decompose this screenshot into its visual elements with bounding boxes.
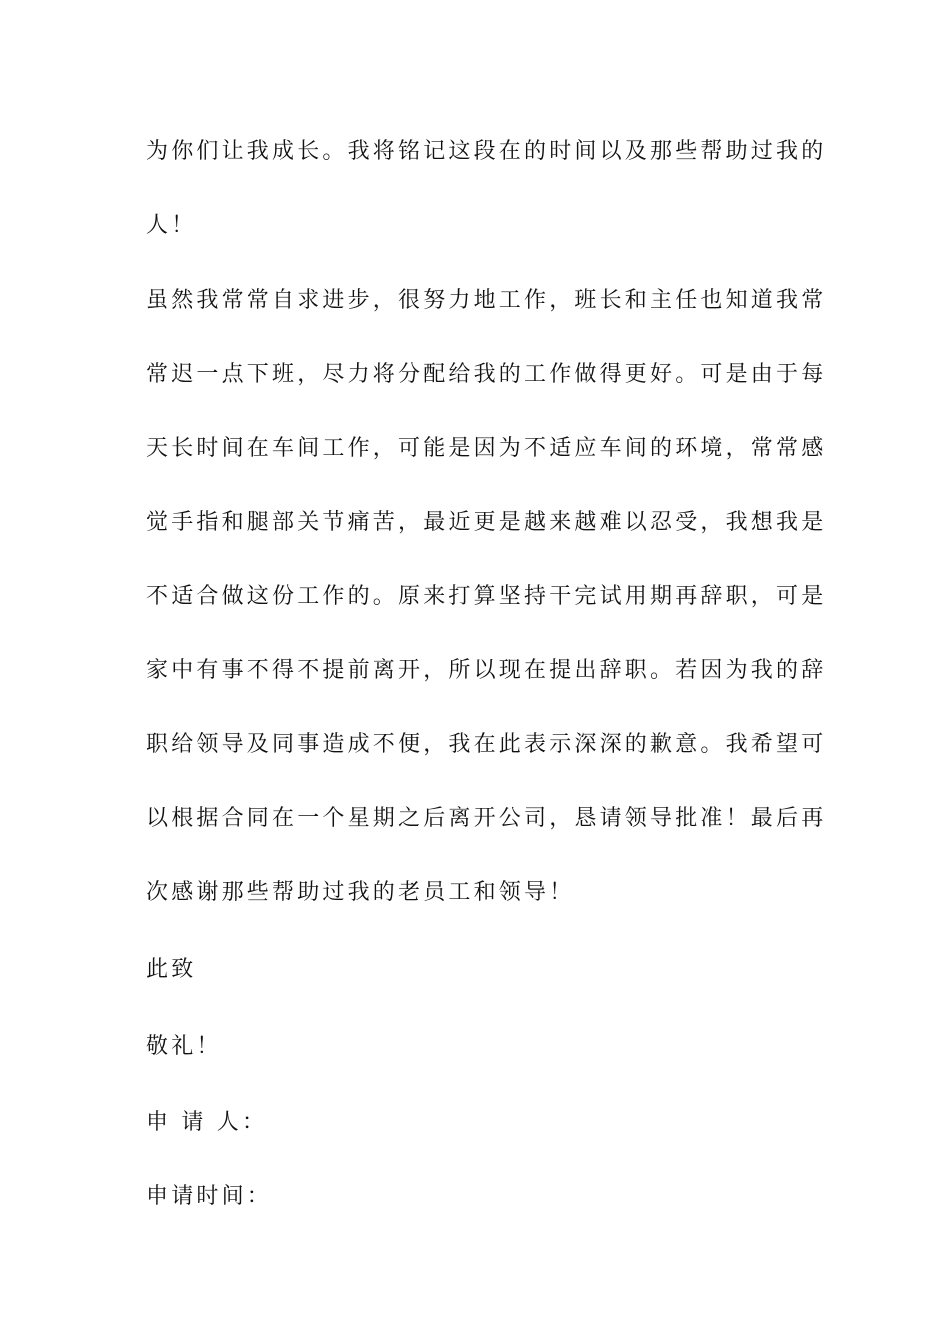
text-line: 天长时间在车间工作，可能是因为不适应车间的环境，常常感 xyxy=(146,436,827,461)
paragraph-continuation xyxy=(146,115,827,263)
text-line: 以根据合同在一个星期之后离开公司，恳请领导批准！最后再 xyxy=(146,806,827,831)
paragraph-body xyxy=(146,264,827,930)
closing-salutation: 此致 xyxy=(146,957,197,982)
text-line: 人！ xyxy=(146,213,197,238)
text-line: 觉手指和腿部关节痛苦，最近更是越来越难以忍受，我想我是 xyxy=(146,510,827,535)
text-line: 不适合做这份工作的。原来打算坚持干完试用期再辞职，可是 xyxy=(146,584,827,609)
text-line: 职给领导及同事造成不便，我在此表示深深的歉意。我希望可 xyxy=(146,732,827,757)
date-label: 申请时间： xyxy=(146,1184,273,1209)
text-line: 为你们让我成长。我将铭记这段在的时间以及那些帮助过我的 xyxy=(146,139,827,164)
applicant-label: 申 请 人： xyxy=(146,1110,268,1135)
text-line: 虽然我常常自求进步，很努力地工作，班长和主任也知道我常 xyxy=(146,288,827,313)
closing-regards: 敬礼！ xyxy=(146,1034,222,1059)
text-line: 常迟一点下班，尽力将分配给我的工作做得更好。可是由于每 xyxy=(146,362,827,387)
text-line: 家中有事不得不提前离开，所以现在提出辞职。若因为我的辞 xyxy=(146,658,827,683)
text-line: 次感谢那些帮助过我的老员工和领导！ xyxy=(146,880,575,905)
